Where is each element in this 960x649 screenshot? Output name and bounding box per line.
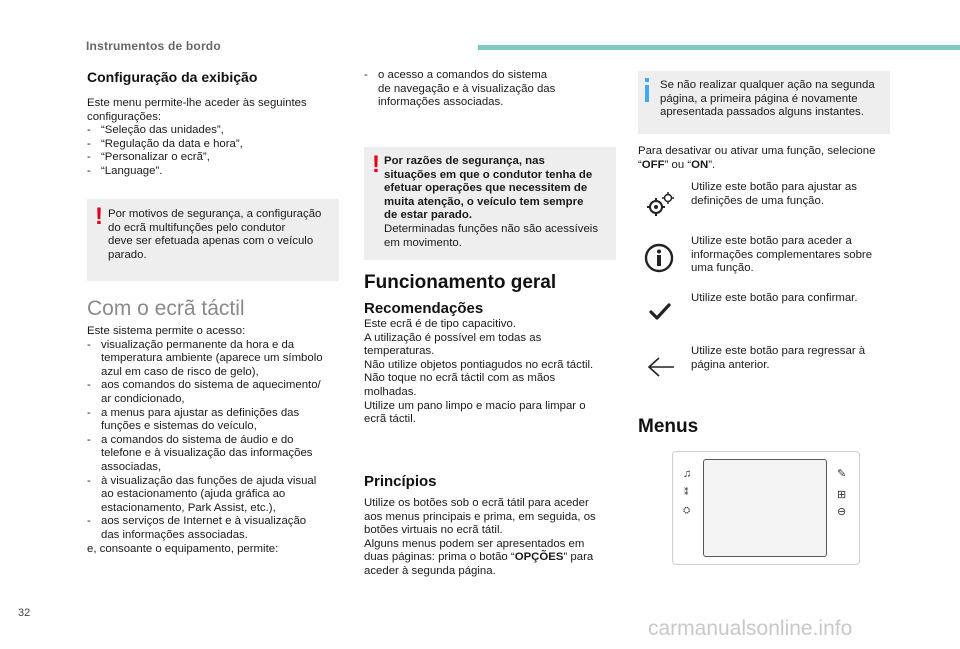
back-description: Utilize este botão para regressar à página anterior. (691, 345, 866, 371)
back-arrow-icon (646, 356, 676, 378)
config-list (87, 124, 347, 178)
touchscreen-heading: Com o ecrã táctil (87, 297, 245, 320)
text-line: deve ser efetuada apenas com o veículo (108, 235, 314, 248)
menus-heading: Menus (638, 416, 699, 437)
vehicle-icon: ⊖ (837, 506, 847, 518)
running-header: Instrumentos de bordo (86, 39, 221, 53)
list-item: - o acesso a comandos do sistema de navegação e à visualização das informações associadas. (364, 69, 614, 110)
music-note-icon: ♫ (683, 468, 692, 480)
list-item: - “Language”. (87, 165, 347, 179)
list-item: - “Personalizar o ecrã”, (87, 151, 347, 165)
text-line: do ecrã multifunções pelo condutor (108, 221, 286, 234)
settings-description: Utilize este botão para ajustar as definições de uma função. (691, 181, 857, 207)
text-line: Este menu permite-lhe aceder às seguintes (87, 97, 307, 109)
info-text: Se não realizar qualquer ação na segunda página, a primeira página é novamente apresentada passados alguns instantes. (660, 79, 875, 119)
info-i-icon (645, 78, 649, 102)
list-item: - visualização permanente da hora e da temperatura ambiente (aparece um símbolo azul em caso de risco de gelo), (87, 339, 349, 380)
settings-gear-icon (644, 190, 676, 218)
touchscreen-body (87, 325, 349, 556)
warning-text (108, 208, 338, 262)
text-line: Este sistema permite o acesso: (87, 325, 246, 337)
info-description: Utilize este botão para aceder a informações complementares sobre uma função. (691, 235, 873, 275)
header-accent-bar (478, 45, 960, 50)
on-label: ON (691, 158, 709, 171)
text-line: configurações: (87, 110, 162, 123)
principles-body: Utilize os botões sob o ecrã tátil para aceder aos menus principais e prima, em seguida, os botões virtuais no ecrã tátil. Alguns menus podem ser apresentados em duas páginas: prima o botão “OPÇÕES” para aceder à segunda página. (364, 497, 596, 577)
warning-exclamation-icon: ! (95, 203, 103, 230)
text-line: Por motivos de segurança, a configuração (108, 208, 322, 220)
principles-heading: Princípios (364, 473, 437, 490)
recommendations-body: Este ecrã é de tipo capacitivo. A utilização é possível em todas as temperaturas. Não utilize objetos pontiagudos no ecrã táctil. Não toque no ecrã táctil com as mãos molhadas. Utilize um pano limpo e macio para limpar o ecrã táctil. (364, 318, 594, 426)
list-item: - “Seleção das unidades”, (87, 124, 347, 138)
general-operation-heading: Funcionamento geral (364, 272, 557, 293)
driving-warning-box (364, 147, 616, 260)
climate-fan-icon: ⁑ (684, 487, 689, 497)
screen-display-area (703, 459, 827, 557)
touchscreen-illustration (672, 451, 860, 565)
checkmark-icon (648, 302, 672, 322)
page-number: 32 (18, 607, 31, 619)
text-line: parado. (108, 248, 147, 261)
info-circle-icon (644, 243, 674, 273)
watermark: carmanualsonline.info (648, 617, 853, 640)
safety-warning-box (87, 199, 339, 281)
list-item: - a menus para ajustar as definições das funções e sistemas do veículo, (87, 407, 349, 434)
list-item: - aos comandos do sistema de aquecimento/ ar condicionado, (87, 379, 349, 406)
list-item: - à visualização das funções de ajuda visual ao estacionamento (ajuda gráfica ao estacionamento, Park Assist, etc.), (87, 475, 349, 516)
warning-text: Por razões de segurança, nas situações em que o condutor tenha de efetuar operações que necessitem de muita atenção, o veículo tem sempre de estar parado. Determinadas funções não são acessíveis em movimento. (384, 155, 599, 249)
apps-grid-icon: ⊞ (837, 489, 847, 501)
display-config-heading: Configuração da exibição (87, 69, 258, 85)
continued-list (364, 69, 614, 110)
display-config-intro (87, 97, 347, 179)
text-line: e, consoante o equipamento, permite: (87, 542, 279, 555)
list-item: - aos serviços de Internet e à visualização das informações associadas. (87, 515, 349, 542)
info-note-box (638, 71, 890, 134)
touchscreen-list (87, 339, 349, 543)
confirm-description: Utilize este botão para confirmar. (691, 292, 858, 304)
navigation-icon: ✎ (837, 468, 847, 480)
options-button-label: OPÇÕES (514, 551, 564, 564)
car-driving-aids-icon: ⛭ (683, 505, 691, 515)
list-item: - a comandos do sistema de áudio e do telefone e à visualização das informações associadas, (87, 434, 349, 475)
list-item: - “Regulação da data e hora”, (87, 138, 347, 152)
warning-exclamation-icon: ! (372, 151, 380, 178)
recommendations-heading: Recomendações (364, 300, 484, 317)
deactivate-instructions: Para desativar ou ativar uma função, selecione “OFF” ou “ON”. (638, 145, 876, 171)
off-label: OFF (641, 158, 665, 171)
